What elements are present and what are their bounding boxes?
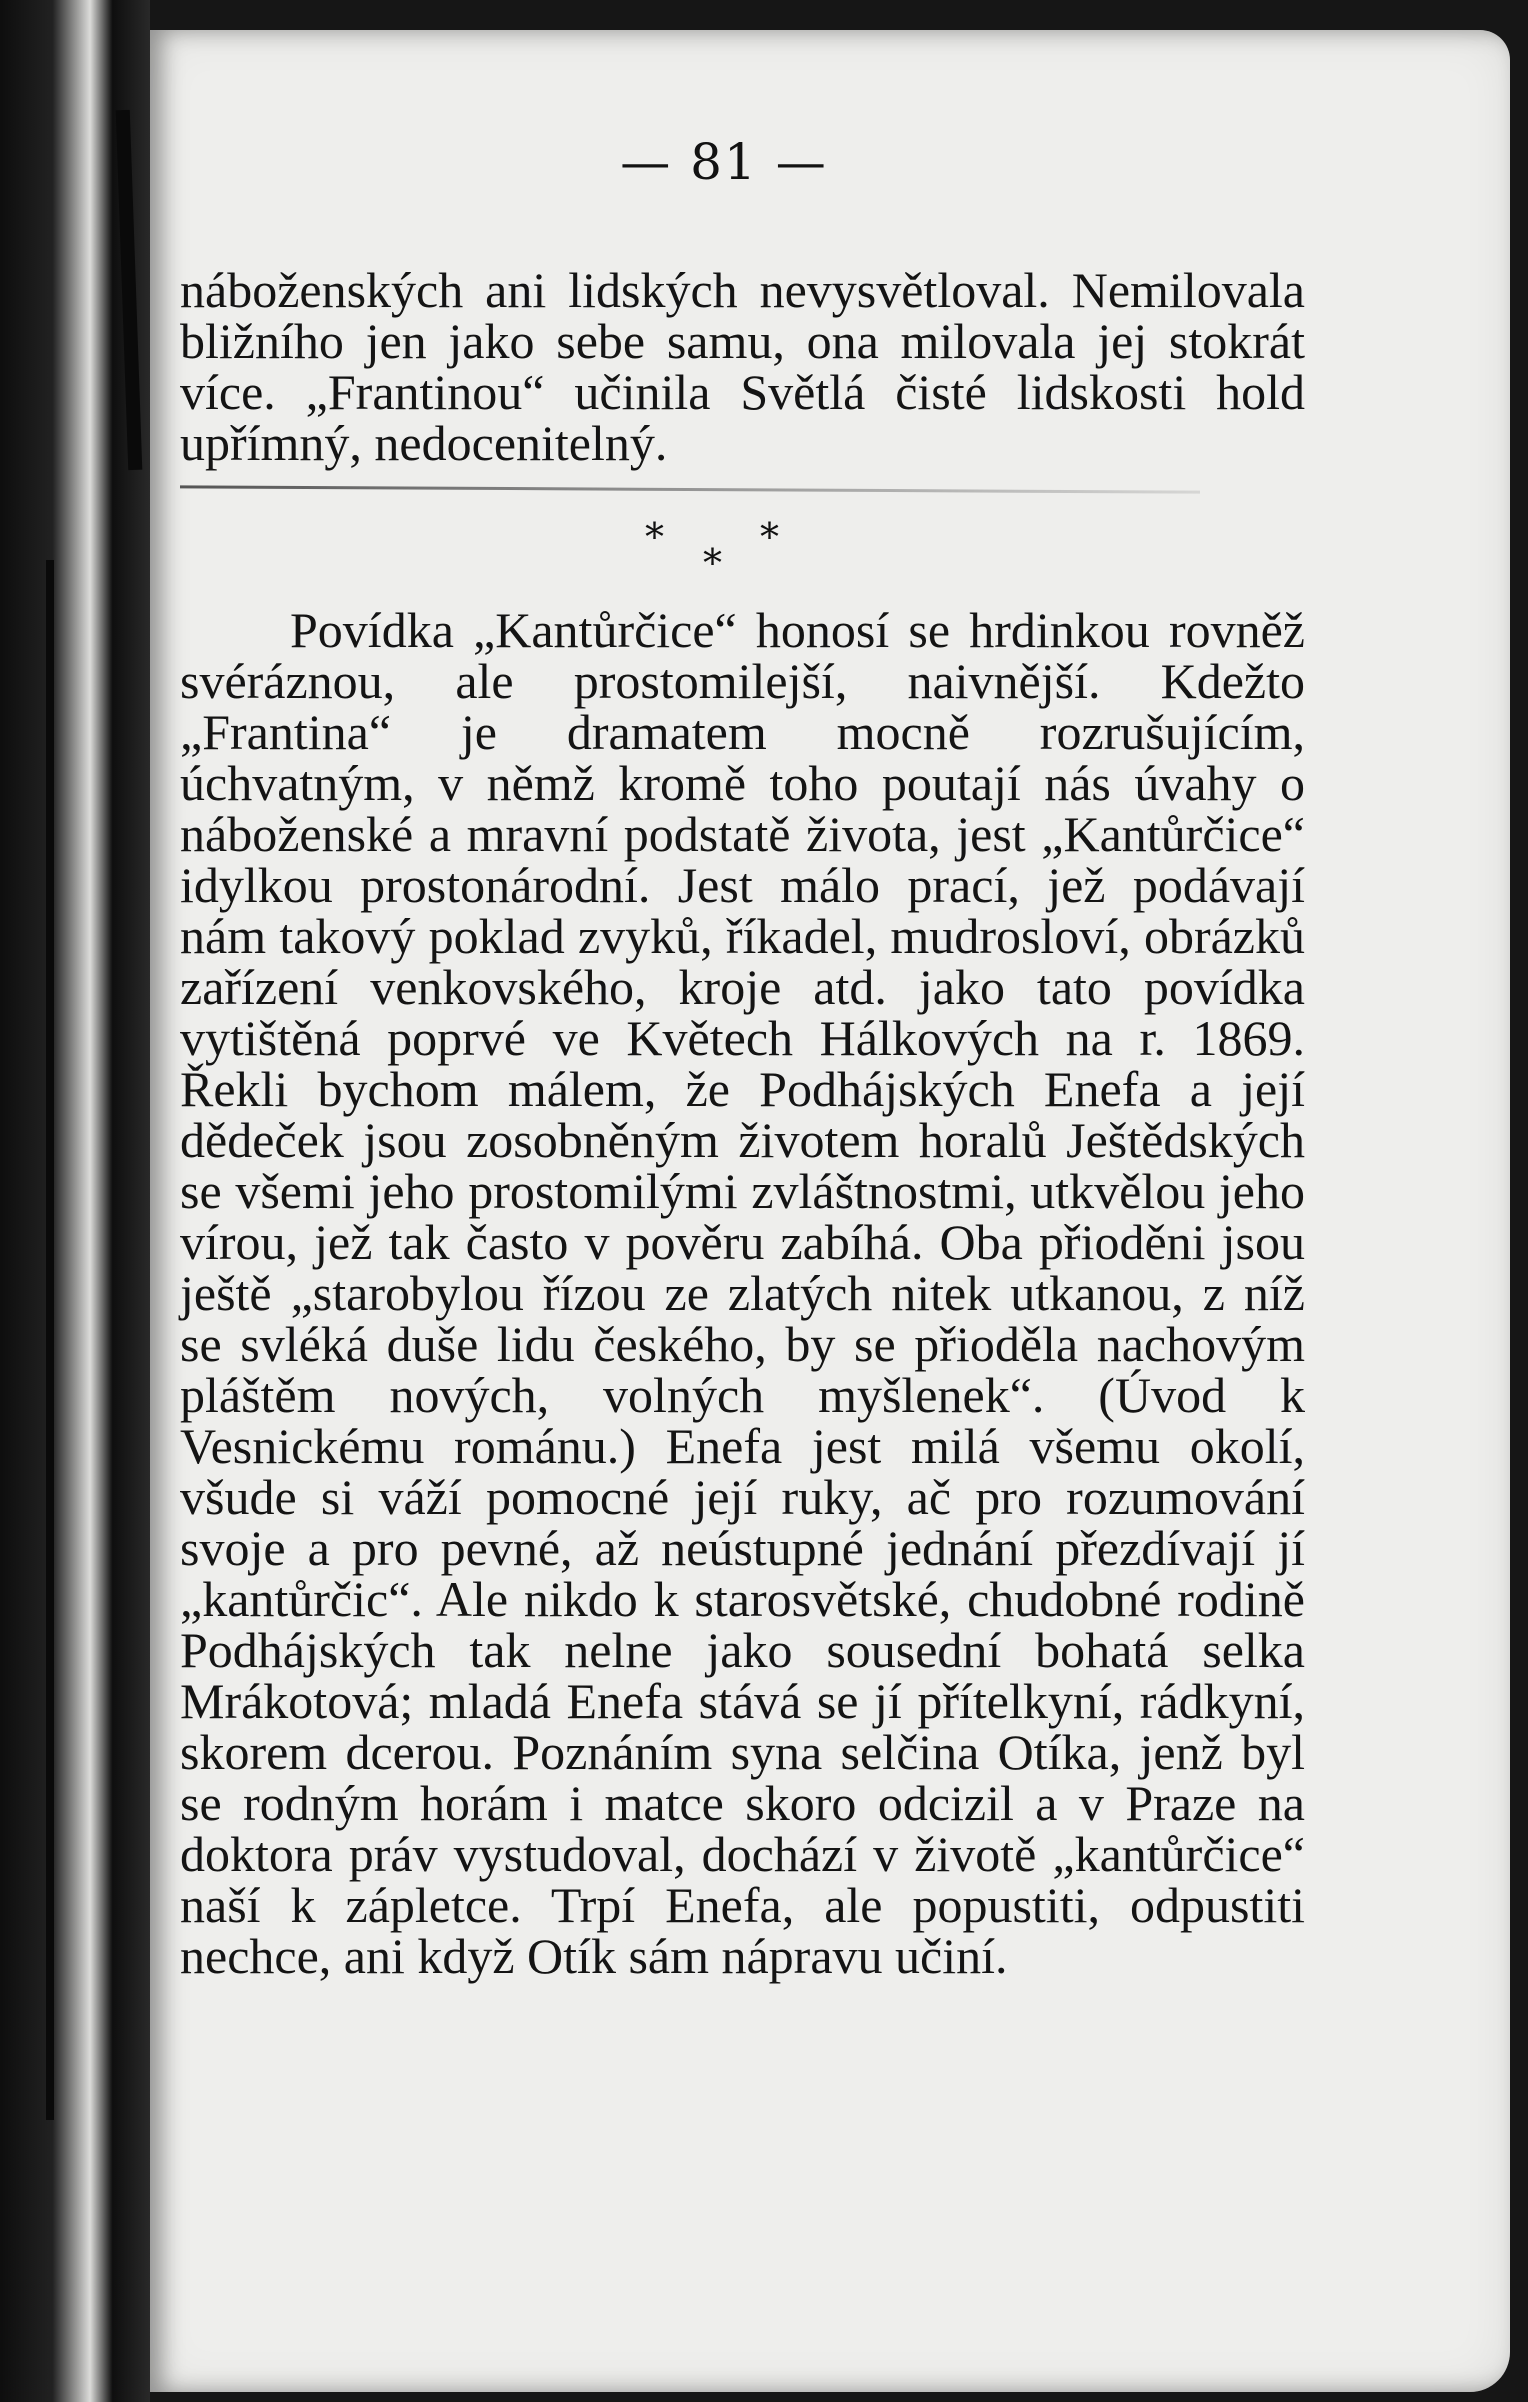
binding-shadow-line xyxy=(46,560,54,2120)
asterisk-3: * xyxy=(703,541,722,585)
paragraph-2: Povídka „Kantůrčice“ honosí se hrdinkou rovněž svéráznou, ale prostomilejší, naivnější. Kdežto „Frantina“ je dramatem mocně rozrušujícím, úchvatným, v němž kromě toho poutají nás úvahy o náboženské a mravní podstatě života, jest „Kantůrčice“ idylkou prostonárodní. Jest málo prací, jež podávají nám takový poklad zvyků, říkadel, mudrosloví, obrázků zařízení venkovského, kroje atd. jako tato povídka vytištěná poprvé ve Květech Hálkových na r. 1869. Řekli bychom málem, že Podhájských Enefa a její dědeček jsou zosobněným životem horalů Ještědských se všemi jeho prostomilými zvláštnostmi, utkvělou jeho vírou, jež tak často v pověru zabíhá. Oba přioděni jsou ještě „starobylou řízou ze zlatých nitek utkanou, z níž se svléká duše lidu českého, by se přioděla nachovým pláštěm nových, volných myšlenek“. (Úvod k Vesnickému románu.) Enefa jest milá všemu okolí, všude si váží pomocné její ruky, ač pro rozumování svoje a pro pevné, až neústupné jednání přezdívají jí „kantůrčic“. Ale nikdo k starosvětské, chudobné rodině Podhájských tak nelne jako sousední bohatá selka Mrákotová; mladá Enefa stává se jí přítelkyní, rádkyní, skorem dcerou. Poznáním syna selčina Otíka, jenž byl se rodným horám i matce skoro odcizil a v Praze na doktora práv vystudoval, dochází v životě „kantůrčice“ naší k zápletce. Trpí Enefa, ale popustiti, odpustiti nechce, ani když Otík sám nápravu učiní. xyxy=(180,602,1305,1984)
asterism-separator xyxy=(645,515,845,585)
page-number: — 81 — xyxy=(620,133,828,191)
asterisk-2: * xyxy=(760,515,779,559)
asterisk-1: * xyxy=(645,515,664,559)
paragraph-1: náboženských ani lidských nevysvětloval. Nemilovala bližního jen jako sebe samu, ona milovala jej stokrát více. „Frantinou“ učinila Světlá čisté lidskosti hold upřímný, nedocenitelný. xyxy=(180,262,1305,471)
